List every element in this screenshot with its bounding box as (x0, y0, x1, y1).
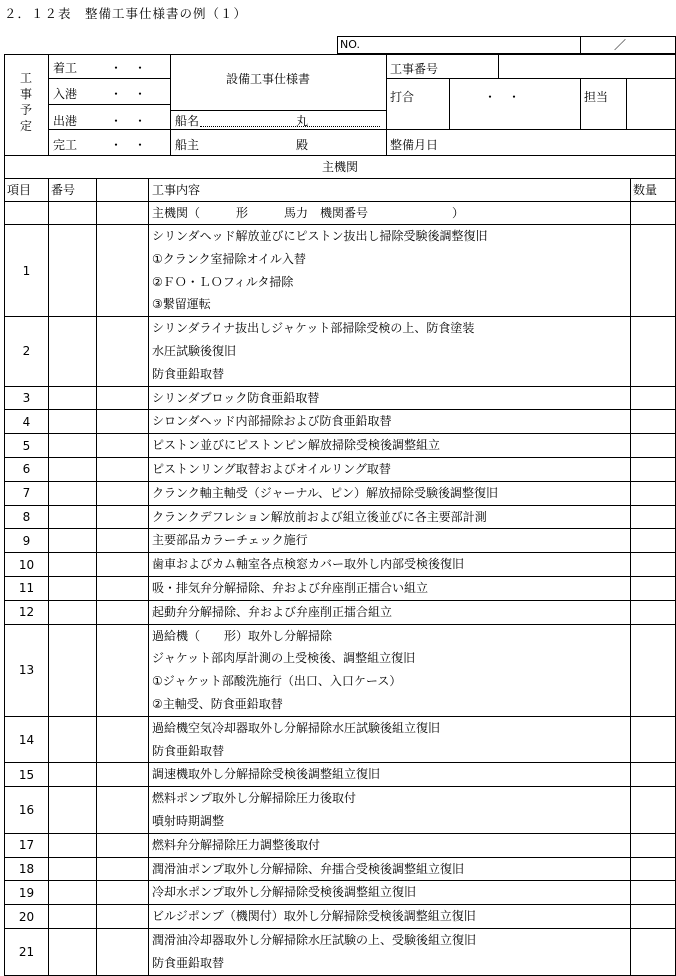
table-row (5, 763, 676, 787)
work-line: ①ジャケット部酸洗施行（出口、入口ケース） (152, 674, 402, 689)
work-line: 主要部品カラーチェック施行 (152, 533, 308, 548)
form-vline-d (449, 78, 450, 129)
row-item-no: 2 (5, 317, 49, 386)
meeting-label: 打合 (390, 90, 415, 104)
work-line: ビルジポンプ（機関付）取外し分解掃除受検後調整組立復旧 (152, 909, 476, 924)
row-qty (631, 600, 676, 624)
work-line: 燃料弁分解掃除圧力調整後取付 (152, 837, 321, 852)
row-blank (97, 457, 149, 481)
row-content (149, 787, 631, 834)
enter-port-label: 入港 (53, 87, 78, 101)
meeting-date: ・ ・ (484, 90, 521, 104)
form-vline-e (498, 54, 499, 78)
owner-label: 船主 (175, 138, 200, 152)
row-item-no: 15 (5, 763, 49, 787)
row-number (49, 457, 97, 481)
row-number (49, 763, 97, 787)
work-line: ピストン並びにピストンピン解放掃除受検後調整組立 (152, 438, 441, 453)
row-qty (631, 787, 676, 834)
row-number (49, 787, 97, 834)
row-content (149, 553, 631, 577)
table-row (5, 434, 676, 458)
enter-port-date: ・ ・ (110, 87, 147, 101)
table-row (5, 716, 676, 763)
work-line: 燃料ポンプ取外し分解掃除圧力後取付 (152, 791, 357, 806)
row-item-no: 17 (5, 833, 49, 857)
complete-label: 完工 (53, 138, 78, 152)
charge-label: 担当 (584, 90, 609, 104)
document-title: ２．１２表 整備工事仕様書の例（１） (4, 6, 248, 21)
row-item-no: 18 (5, 857, 49, 881)
engine-cell-empty (49, 202, 97, 225)
row-qty (631, 434, 676, 458)
row-content (149, 434, 631, 458)
row-content (149, 386, 631, 410)
row-qty (631, 225, 676, 317)
row-number (49, 881, 97, 905)
row-item-no: 13 (5, 624, 49, 716)
row-item-no: 9 (5, 529, 49, 553)
form-hline-3 (48, 104, 170, 105)
row-blank (97, 905, 149, 929)
complete-date: ・ ・ (110, 138, 147, 152)
row-content (149, 600, 631, 624)
row-qty (631, 857, 676, 881)
header-blank (97, 179, 149, 202)
work-line: シロンダヘッド内部掃除および防食亜鉛取替 (152, 414, 392, 429)
work-line: 潤滑油冷却器取外し分解掃除水圧試験の上、受験後組立復旧 (152, 932, 477, 947)
row-qty (631, 576, 676, 600)
row-item-no: 8 (5, 505, 49, 529)
table-row (5, 576, 676, 600)
header-form (4, 54, 676, 156)
row-item-no: 1 (5, 225, 49, 317)
row-item-no: 11 (5, 576, 49, 600)
row-qty (631, 553, 676, 577)
form-hline-5 (48, 129, 676, 130)
row-qty (631, 928, 676, 975)
header-content: 工事内容 (149, 179, 631, 202)
row-item-no: 6 (5, 457, 49, 481)
table-row (5, 787, 676, 834)
work-line: 冷却水ポンプ取外し分解掃除受検後調整組立復旧 (152, 885, 417, 900)
maint-date-label: 整備月日 (390, 138, 439, 152)
row-blank (97, 833, 149, 857)
table-row (5, 600, 676, 624)
row-number (49, 553, 97, 577)
no-slash: ／ (614, 38, 627, 52)
work-line: 過給機（ 形）取外し分解掃除 (152, 628, 333, 643)
table-row (5, 505, 676, 529)
row-qty (631, 905, 676, 929)
work-line: シリンダライナ抜出しジャケット部掃除受検の上、防食塗装 (152, 321, 475, 336)
work-line: 歯車およびカム軸室各点検窓カバー取外し内部受検後復旧 (152, 557, 465, 572)
leave-port-date: ・ ・ (110, 114, 147, 128)
form-hline-4 (170, 110, 386, 111)
row-blank (97, 529, 149, 553)
row-number (49, 529, 97, 553)
leave-port-label: 出港 (53, 114, 78, 128)
row-blank (97, 857, 149, 881)
engine-row (5, 202, 676, 225)
table-row (5, 624, 676, 716)
row-number (49, 410, 97, 434)
row-number (49, 505, 97, 529)
form-vline-b (170, 54, 171, 156)
row-blank (97, 553, 149, 577)
row-blank (97, 317, 149, 386)
row-item-no: 19 (5, 881, 49, 905)
row-item-no: 10 (5, 553, 49, 577)
form-vline-c (386, 54, 387, 156)
row-item-no: 20 (5, 905, 49, 929)
row-qty (631, 716, 676, 763)
work-no-label: 工事番号 (390, 62, 439, 76)
work-line: 吸・排気弁分解掃除、弁および弁座削正擂合い組立 (152, 580, 429, 595)
table-row (5, 833, 676, 857)
row-blank (97, 624, 149, 716)
row-qty (631, 881, 676, 905)
row-item-no: 21 (5, 928, 49, 975)
row-qty (631, 624, 676, 716)
table-row (5, 553, 676, 577)
table-row (5, 905, 676, 929)
row-content (149, 716, 631, 763)
row-qty (631, 386, 676, 410)
row-blank (97, 386, 149, 410)
row-number (49, 833, 97, 857)
work-line: ①クランク室掃除オイル入替 (152, 251, 306, 266)
row-number (49, 576, 97, 600)
ship-name-suffix: 丸 (296, 114, 309, 128)
row-item-no: 16 (5, 787, 49, 834)
row-number (49, 928, 97, 975)
table-row (5, 386, 676, 410)
row-blank (97, 716, 149, 763)
row-blank (97, 928, 149, 975)
ship-name-dotted (200, 126, 380, 127)
row-number (49, 716, 97, 763)
row-qty (631, 505, 676, 529)
row-content (149, 905, 631, 929)
row-number (49, 481, 97, 505)
row-content (149, 576, 631, 600)
table-row (5, 857, 676, 881)
work-line: ②主軸受、防食亜鉛取替 (152, 696, 283, 711)
form-vline-a (48, 54, 49, 156)
table-row (5, 881, 676, 905)
work-line: ジャケット部肉厚計測の上受検後、調整組立復旧 (152, 651, 416, 666)
row-content (149, 317, 631, 386)
row-blank (97, 763, 149, 787)
row-blank (97, 787, 149, 834)
form-vline-f (580, 78, 581, 129)
row-number (49, 225, 97, 317)
row-number (49, 317, 97, 386)
row-content (149, 928, 631, 975)
row-item-no: 7 (5, 481, 49, 505)
row-blank (97, 600, 149, 624)
engine-cell-empty (5, 202, 49, 225)
no-divider (580, 36, 581, 54)
work-line: 調速機取外し分解掃除受検後調整組立復旧 (152, 767, 381, 782)
table-row (5, 317, 676, 386)
work-line: 防食亜鉛取替 (152, 366, 225, 381)
row-item-no: 4 (5, 410, 49, 434)
row-number (49, 905, 97, 929)
row-blank (97, 505, 149, 529)
work-line: 防食亜鉛取替 (152, 955, 225, 970)
row-content (149, 481, 631, 505)
row-item-no: 5 (5, 434, 49, 458)
form-vline-g (626, 78, 627, 129)
row-qty (631, 763, 676, 787)
engine-cell-empty (631, 202, 676, 225)
row-item-no: 14 (5, 716, 49, 763)
work-line: 水圧試験後復旧 (152, 343, 237, 358)
arrive-work-label: 着工 (53, 61, 78, 75)
work-line: シリンダヘッド解放並びにピストン抜出し掃除受験後調整復旧 (152, 229, 488, 243)
table-row (5, 928, 676, 975)
work-line: クランクデフレション解放前および組立後並びに各主要部計測 (152, 509, 487, 524)
row-qty (631, 410, 676, 434)
row-content (149, 457, 631, 481)
row-item-no: 3 (5, 386, 49, 410)
row-content (149, 857, 631, 881)
row-qty (631, 529, 676, 553)
row-number (49, 386, 97, 410)
row-content (149, 505, 631, 529)
header-row (5, 179, 676, 202)
work-table (4, 155, 676, 976)
table-row (5, 225, 676, 317)
row-content (149, 881, 631, 905)
form-hline-1 (48, 78, 170, 79)
header-item: 項目 (5, 179, 49, 202)
header-qty: 数量 (631, 179, 676, 202)
engine-cell-empty (97, 202, 149, 225)
row-number (49, 600, 97, 624)
table-row (5, 410, 676, 434)
work-line: ②ＦＯ・ＬＯフィルタ掃除 (152, 274, 294, 289)
row-content (149, 225, 631, 317)
row-number (49, 624, 97, 716)
engine-line: 主機関（ 形 馬力 機関番号 ） (149, 202, 631, 225)
row-blank (97, 225, 149, 317)
row-number (49, 434, 97, 458)
owner-suffix: 殿 (296, 138, 309, 152)
work-line: 起動弁分解掃除、弁および弁座削正擂合組立 (152, 604, 393, 619)
row-qty (631, 481, 676, 505)
row-content (149, 624, 631, 716)
ship-name-label: 船名 (175, 114, 200, 128)
work-line: シリンダブロック防食亜鉛取替 (152, 390, 320, 405)
table-row (5, 529, 676, 553)
row-blank (97, 576, 149, 600)
row-content (149, 529, 631, 553)
row-qty (631, 457, 676, 481)
table-row (5, 481, 676, 505)
work-line: ピストンリング取替およびオイルリング取替 (152, 461, 391, 476)
schedule-label: 工事予定 (20, 71, 33, 133)
work-line: 過給機空気冷却器取外し分解掃除水圧試験後組立復旧 (152, 720, 441, 735)
work-line: 潤滑油ポンプ取外し分解掃除、弁擂合受検後調整組立復旧 (152, 861, 465, 876)
row-qty (631, 317, 676, 386)
no-label: NO. (340, 38, 360, 51)
header-number: 番号 (49, 179, 97, 202)
work-line: 噴射時期調整 (152, 813, 225, 828)
row-blank (97, 410, 149, 434)
section-title: 主機関 (5, 156, 676, 179)
work-line: クランク軸主軸受（ジャーナル、ピン）解放掃除受験後調整復旧 (152, 485, 498, 500)
work-line: 防食亜鉛取替 (152, 743, 225, 758)
row-item-no: 12 (5, 600, 49, 624)
row-content (149, 410, 631, 434)
row-qty (631, 833, 676, 857)
row-blank (97, 434, 149, 458)
spec-title: 設備工事仕様書 (226, 72, 311, 86)
section-row (5, 156, 676, 179)
table-row (5, 457, 676, 481)
row-content (149, 763, 631, 787)
work-line: ③繋留運転 (152, 297, 211, 312)
row-content (149, 833, 631, 857)
row-blank (97, 481, 149, 505)
row-number (49, 857, 97, 881)
form-hline-2 (386, 78, 676, 79)
row-blank (97, 881, 149, 905)
arrive-work-date: ・ ・ (110, 61, 147, 75)
